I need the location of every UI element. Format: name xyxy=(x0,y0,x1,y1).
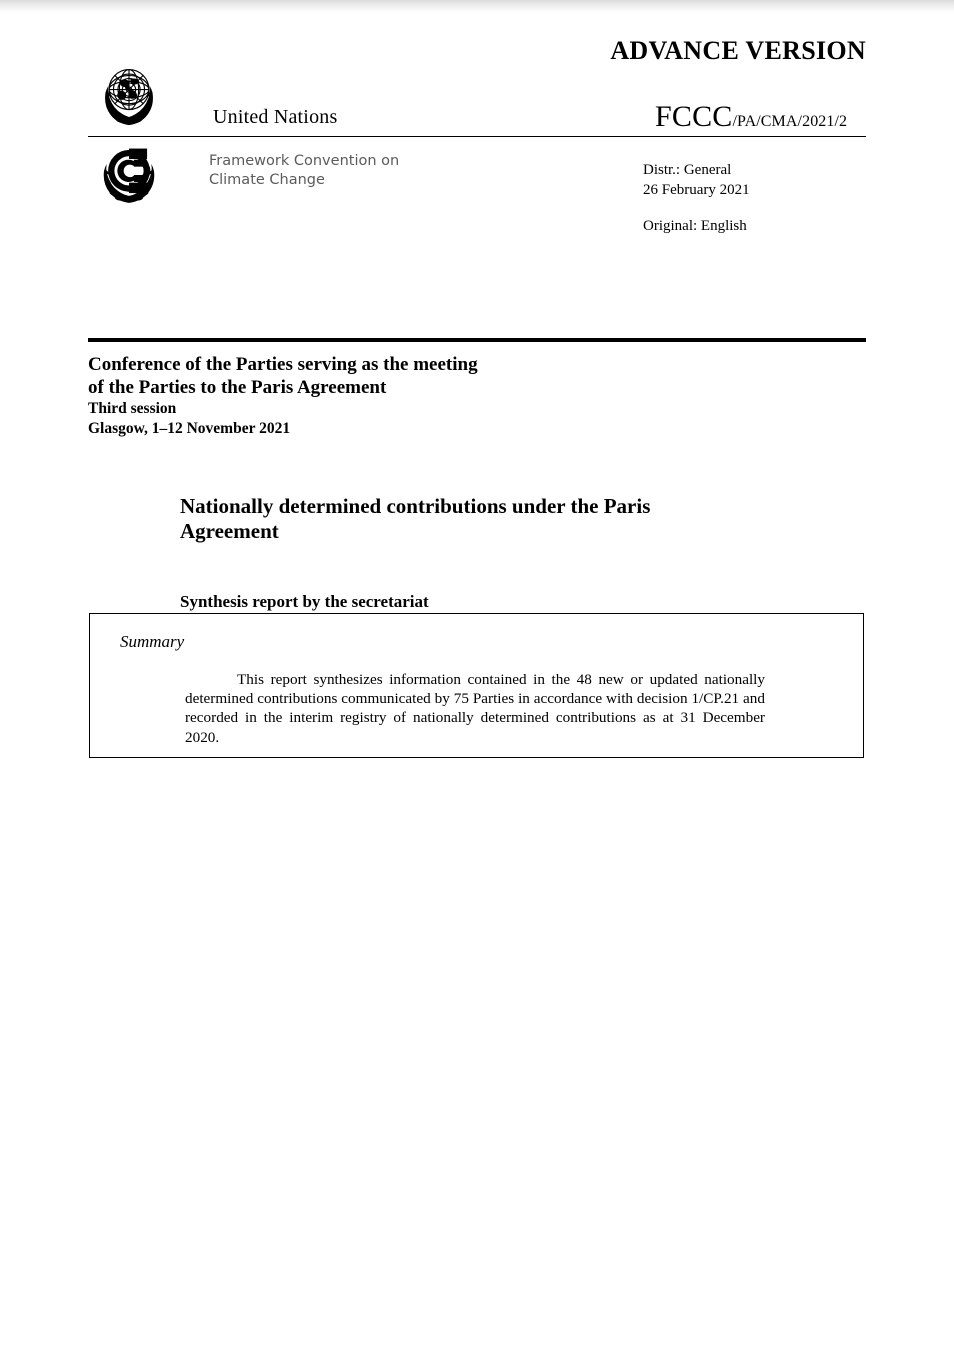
page-top-shadow xyxy=(0,0,954,14)
summary-box xyxy=(89,613,864,758)
document-symbol-main: FCCC xyxy=(655,100,733,133)
original-language: Original: English xyxy=(643,218,747,234)
session-number: Third session xyxy=(88,400,177,417)
page-subtitle: Synthesis report by the secretariat xyxy=(180,592,429,611)
summary-label: Summary xyxy=(120,632,185,651)
document-symbol-suffix: /PA/CMA/2021/2 xyxy=(732,113,848,130)
session-block xyxy=(88,354,478,439)
distribution-date: 26 February 2021 xyxy=(643,182,750,198)
document-symbol xyxy=(655,100,847,134)
unfccc-logo-icon xyxy=(90,143,168,207)
page-title: Nationally determined contributions under the Paris Agreement xyxy=(180,494,651,543)
masthead-divider-rule xyxy=(88,136,866,137)
session-venue-dates: Glasgow, 1–12 November 2021 xyxy=(88,420,291,437)
organization-name: United Nations xyxy=(213,106,338,128)
un-emblem-icon xyxy=(92,57,166,131)
advance-version-label: ADVANCE VERSION xyxy=(610,36,866,65)
distribution-block xyxy=(643,160,750,200)
summary-text: This report synthesizes information contained in the 48 new or updated nationally determined contributions communicated by 75 Parties in accordance with decision 1/CP.21 and recorded in the interim registry of nationally determined contributions as at 31 December 2020. xyxy=(185,671,765,746)
distribution-type: Distr.: General xyxy=(643,162,732,178)
organization-subtitle-line1: Framework Convention on xyxy=(209,153,400,169)
session-body-line2: of the Parties to the Paris Agreement xyxy=(88,376,387,398)
session-body-line1: Conference of the Parties serving as the meeting xyxy=(88,354,478,375)
title-block xyxy=(180,494,700,612)
organization-subtitle-line2: Climate Change xyxy=(209,172,325,188)
section-divider-rule xyxy=(88,338,866,342)
organization-subtitle xyxy=(209,152,399,190)
